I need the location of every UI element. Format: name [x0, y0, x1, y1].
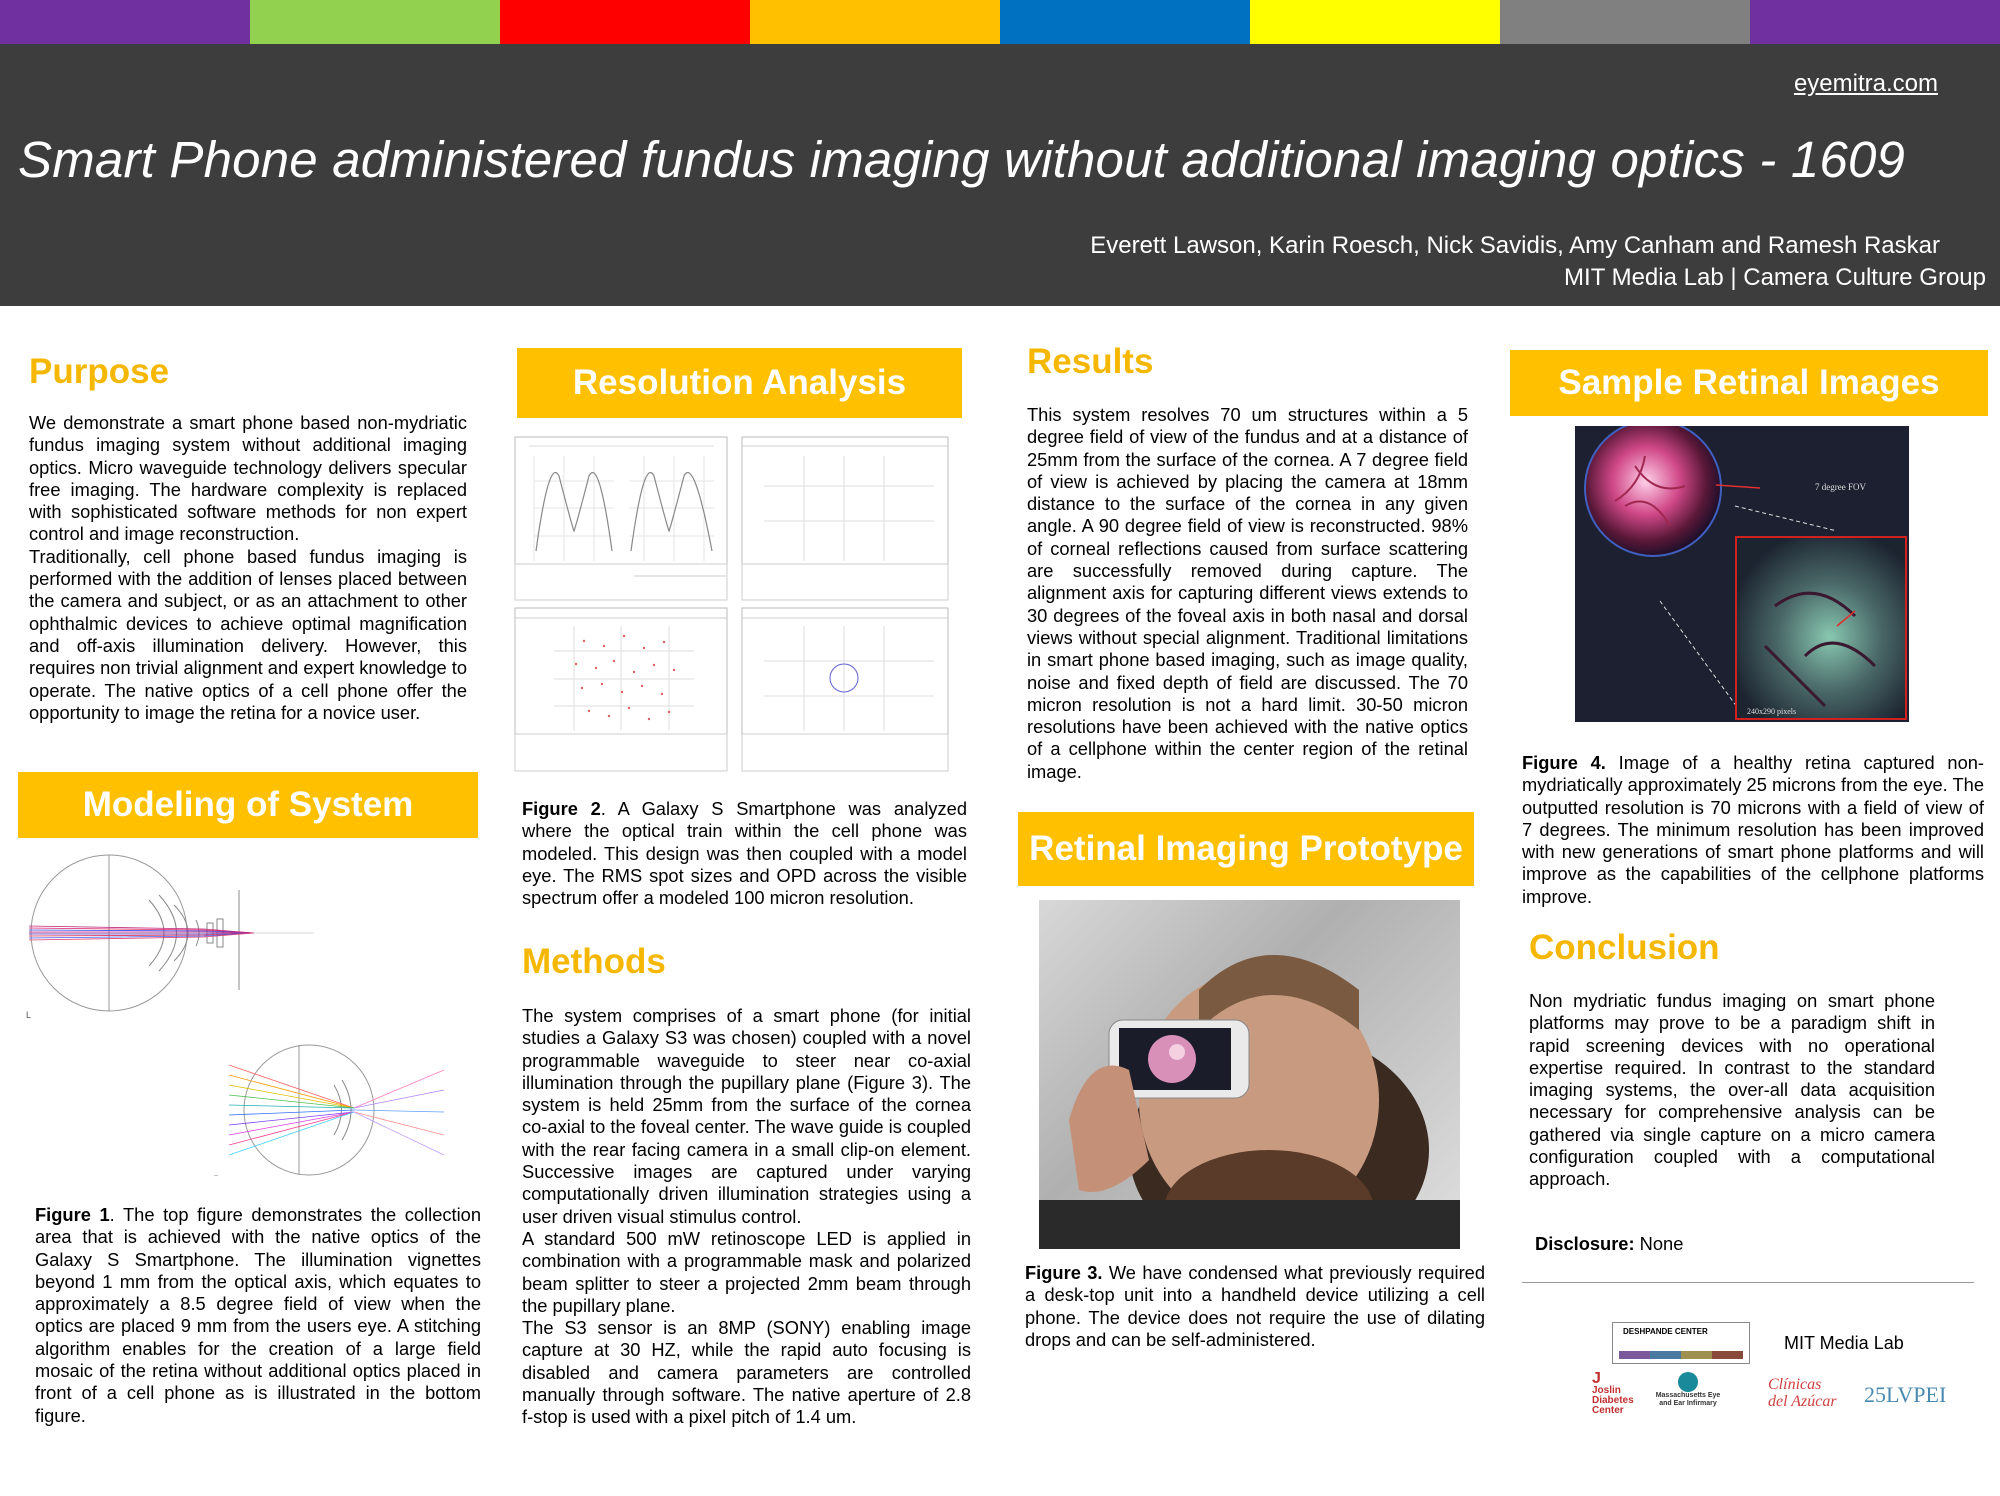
modeling-heading: Modeling of System — [18, 772, 478, 838]
disclosure-value: None — [1634, 1233, 1684, 1254]
figure2-label: Figure 2 — [522, 798, 601, 819]
retinal-image-figure — [1575, 426, 1909, 722]
strip-segment — [250, 0, 500, 44]
divider — [1522, 1282, 1974, 1283]
figure1-text: . The top figure demonstrates the collection area that is achieved with the native optics of the Galaxy S Smartphone. The illumination vignettes beyond 1 mm from the optical axis, which equates to approximately a 8.5 degree field of view when the optics are placed 9 mm from the users eye. A stitching algorithm enables for the creation of a large field mosaic of the retina without additional optics placed in front of a cell phone as is illustrated in the bottom figure. — [35, 1204, 482, 1426]
purpose-text — [29, 412, 467, 724]
prototype-heading: Retinal Imaging Prototype — [1018, 812, 1474, 886]
purpose-heading: Purpose — [29, 352, 170, 391]
figure4-label: Figure 4. — [1522, 752, 1606, 773]
affiliation: MIT Media Lab | Camera Culture Group — [1564, 264, 1986, 291]
results-text: This system resolves 70 um structures within a 5 degree field of view of the fundus and at a distance of 25mm from the surface of the cornea. A 7 degree field of view is achieved by placing the camera at 18mm distance to the surface of the cornea in any given angle. A 90 degree field of view is reconstructed. 98% of corneal reflections caused from surface scattering are successfully removed during capture. The alignment axis for capturing different views extends to 30 degrees of the foveal axis in both nasal and dorsal views without special alignment. Traditional limitations in smart phone based imaging, such as image quality, noise and fixed depth of field are discussed. The 70 micron resolution is not a hard limit. 30-50 micron resolutions have been achieved with the native optics of a cellphone within the center region of the retinal image. — [1027, 404, 1468, 782]
strip-segment — [1750, 0, 2000, 44]
lvpei-logo: 25LVPEI — [1864, 1382, 1947, 1407]
svg-text:~: ~ — [214, 1173, 219, 1180]
figure1-label: Figure 1 — [35, 1204, 110, 1225]
results-heading: Results — [1027, 342, 1154, 381]
spot-diagram-figure — [514, 436, 950, 772]
poster-title: Smart Phone administered fundus imaging without additional imaging optics - 1609 — [18, 131, 1906, 188]
methods-paragraph: The S3 sensor is an 8MP (SONY) enabling image capture at 30 HZ, while the rapid auto focusing is disabled and camera parameters are controlled manually through software. The native aperture of 2.8 f-stop is used with a pixel pitch of 1.4 um. — [522, 1317, 971, 1428]
person-with-phone-photo — [1039, 900, 1460, 1249]
joslin-logo: J Joslin Diabetes Center — [1592, 1370, 1634, 1416]
deshpande-logo: DESHPANDE CENTER — [1612, 1322, 1750, 1364]
strip-segment — [500, 0, 750, 44]
methods-text — [522, 1005, 971, 1429]
methods-paragraph: A standard 500 mW retinoscope LED is applied in combination with a programmable mask and polarized beam splitter to steer a projected 2mm beam through the pupillary plane. — [522, 1227, 971, 1316]
resolution-plots — [514, 436, 950, 772]
site-link[interactable]: eyemitra.com — [1793, 70, 1938, 97]
figure2-caption — [522, 798, 967, 909]
purpose-paragraph: We demonstrate a smart phone based non-mydriatic fundus imaging system without additional imaging optics. Micro waveguide technology delivers specular free imaging. The hardware complexity is replaced with sophisticated software methods for non expert control and image reconstruction. — [29, 412, 467, 545]
prototype-photo — [1039, 900, 1460, 1249]
strip-segment — [0, 0, 250, 44]
figure4-text: Image of a healthy retina captured non-mydriatically approximately 25 microns from the eye. The outputted resolution is 70 microns with a field of view of 7 degrees. The minimum resolution has been improved with new generations of smart phone platforms and will improve as the capabilities of the cellphone platforms improve. — [1522, 752, 1984, 907]
figure1-caption — [35, 1204, 481, 1427]
pixels-label: 240x290 pixels — [1747, 707, 1797, 716]
conclusion-text: Non mydriatic fundus imaging on smart phone platforms may prove to be a paradigm shift in rapid screening devices with no operational expertise required. In contrast to the standard imaging systems, the over-all data acquisition necessary for comprehensive analysis can be gathered via single capture on a micro camera configuration coupled with a computational approach. — [1529, 990, 1935, 1190]
disclosure-label: Disclosure: — [1535, 1233, 1635, 1254]
optical-model-figure — [24, 850, 464, 1180]
strip-segment — [1500, 0, 1750, 44]
strip-segment — [1000, 0, 1250, 44]
mass-eye-logo: Massachusetts Eye and Ear Infirmary — [1652, 1372, 1724, 1422]
figure3-text: We have condensed what previously required a desk-top unit into a handheld device utilizing a cell phone. The device does not require the use of dilating drops and can be self-administered. — [1025, 1262, 1485, 1350]
conclusion-heading: Conclusion — [1529, 928, 1720, 967]
methods-paragraph: The system comprises of a smart phone (for initial studies a Galaxy S3 was chosen) coupled with a novel programmable waveguide to steer near co-axial illumination through the pupillary plane (Figure 3). The system is held 25mm from the surface of the cornea co-axial to the foveal center. The wave guide is coupled with the rear facing camera in a small clip-on element. Successive images are captured under varying computationally driven illumination strategies using a user driven visual stimulus control. — [522, 1005, 971, 1227]
color-strip — [0, 0, 2000, 44]
figure3-label: Figure 3. — [1025, 1262, 1103, 1283]
svg-text:L: L — [26, 1010, 32, 1020]
strip-segment — [750, 0, 1000, 44]
ray-trace-diagram — [24, 850, 464, 1180]
fov-label: 7 degree FOV — [1815, 482, 1866, 492]
strip-segment — [1250, 0, 1500, 44]
purpose-paragraph: Traditionally, cell phone based fundus imaging is performed with the addition of lenses placed between the camera and subject, or as an attachment to other ophthalmic devices to achieve optimal magnification and off-axis illumination delivery. However, this requires non trivial alignment and expert knowledge to operate. The native optics of a cell phone offer the opportunity to image the retina for a novice user. — [29, 545, 467, 723]
poster-header — [0, 44, 2000, 306]
samples-heading: Sample Retinal Images — [1510, 350, 1988, 416]
figure4-caption — [1522, 752, 1984, 908]
methods-heading: Methods — [522, 942, 666, 981]
authors: Everett Lawson, Karin Roesch, Nick Savidis, Amy Canham and Ramesh Raskar — [1090, 232, 1940, 259]
disclosure — [1535, 1233, 1835, 1255]
retina-photo — [1575, 426, 1909, 722]
figure2-text: . A Galaxy S Smartphone was analyzed where the optical train within the cell phone was modeled. This design was then coupled with a model eye. The RMS spot sizes and OPD across the visible spectrum offer a modeled 100 micron resolution. — [522, 798, 967, 909]
figure3-caption — [1025, 1262, 1485, 1351]
clinicas-logo: Clínicas del Azúcar — [1768, 1376, 1837, 1410]
resolution-heading: Resolution Analysis — [517, 348, 962, 418]
media-lab-label: MIT Media Lab — [1784, 1333, 1904, 1353]
